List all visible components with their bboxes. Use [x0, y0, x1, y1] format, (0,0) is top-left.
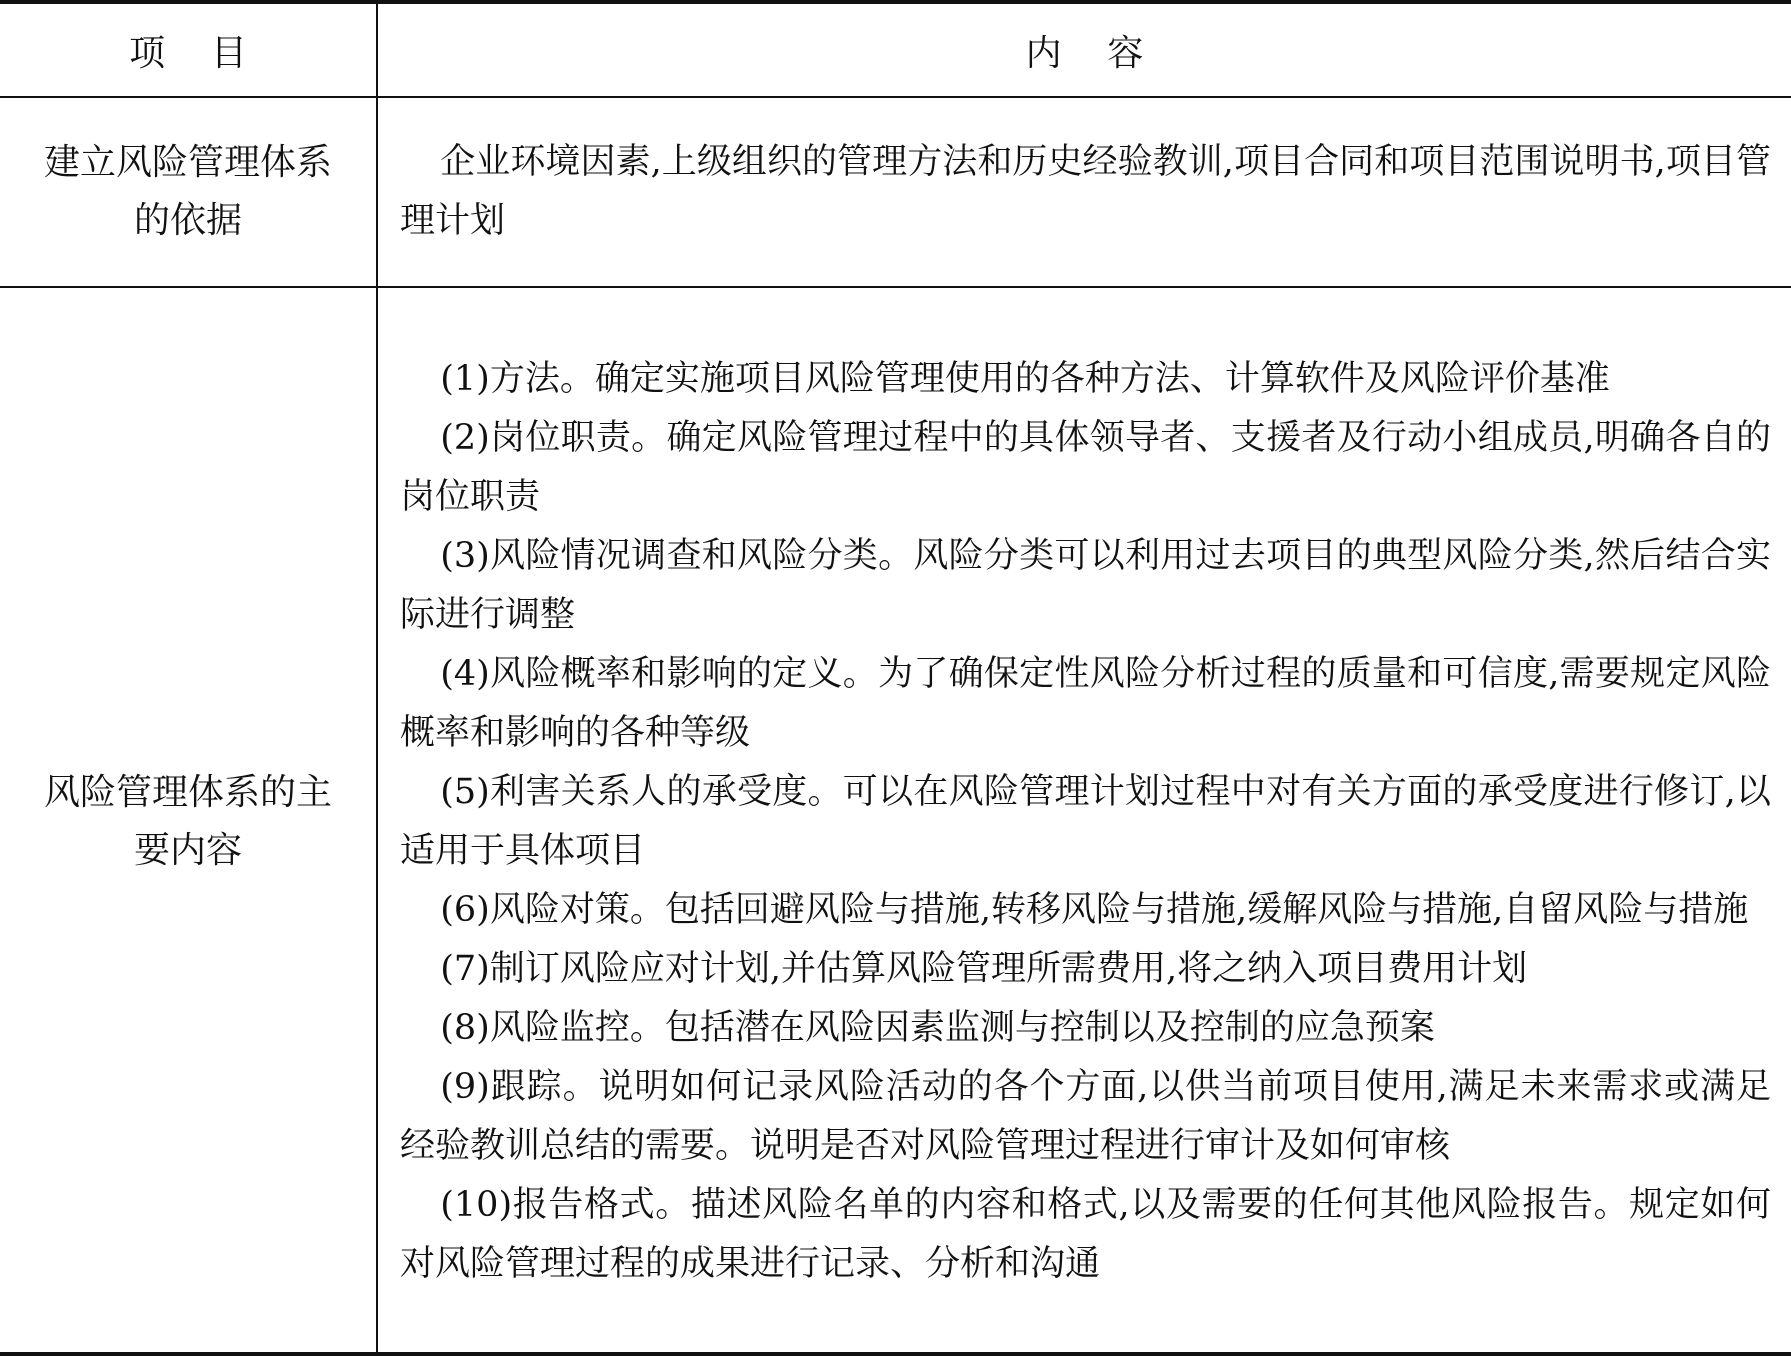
content-item-9: (9)跟踪。说明如何记录风险活动的各个方面,以供当前项目使用,满足未来需求或满足经验教训总结的需要。说明是否对风险管理过程进行审计及如何审核 — [400, 1067, 1771, 1166]
content-item-7: (7)制订风险应对计划,并估算风险管理所需费用,将之纳入项目费用计划 — [440, 949, 1528, 989]
row-label-text: 建立风险管理体系的依据 — [43, 142, 332, 241]
row-content-main-content — [378, 288, 1791, 1356]
row-content-body — [400, 350, 1771, 1294]
content-item-2: (2)岗位职责。确定风险管理过程中的具体领导者、支援者及行动小组成员,明确各自的岗位职责 — [400, 418, 1771, 517]
row-label-text: 风险管理体系的主要内容 — [43, 772, 332, 871]
row-content-body — [400, 133, 1771, 251]
content-item-4: (4)风险概率和影响的定义。为了确保定性风险分析过程的质量和可信度,需要规定风险概率和影响的各种等级 — [400, 654, 1771, 753]
content-item-6: (6)风险对策。包括回避风险与措施,转移风险与措施,缓解风险与措施,自留风险与措施 — [440, 890, 1749, 930]
row-label-main-content — [0, 288, 376, 1356]
header-cell-content — [378, 4, 1791, 96]
content-item-10: (10)报告格式。描述风险名单的内容和格式,以及需要的任何其他风险报告。规定如何对风险管理过程的成果进行记录、分析和沟通 — [400, 1185, 1771, 1284]
row-label-basis — [0, 98, 376, 286]
content-item-3: (3)风险情况调查和风险分类。风险分类可以利用过去项目的典型风险分类,然后结合实际进行调整 — [400, 536, 1771, 635]
header-cell-item — [0, 4, 376, 96]
content-item-8: (8)风险监控。包括潜在风险因素监测与控制以及控制的应急预案 — [440, 1008, 1435, 1048]
content-item-5: (5)利害关系人的承受度。可以在风险管理计划过程中对有关方面的承受度进行修订,以适用于具体项目 — [400, 772, 1771, 871]
header-content-label: 内 容 — [1025, 32, 1144, 74]
header-item-label: 项 目 — [129, 32, 247, 74]
content-item-1: (1)方法。确定实施项目风险管理使用的各种方法、计算软件及风险评价基准 — [440, 359, 1610, 399]
row-content-basis — [378, 98, 1791, 286]
content-paragraph: 企业环境因素,上级组织的管理方法和历史经验教训,项目合同和项目范围说明书,项目管理计划 — [400, 142, 1771, 241]
